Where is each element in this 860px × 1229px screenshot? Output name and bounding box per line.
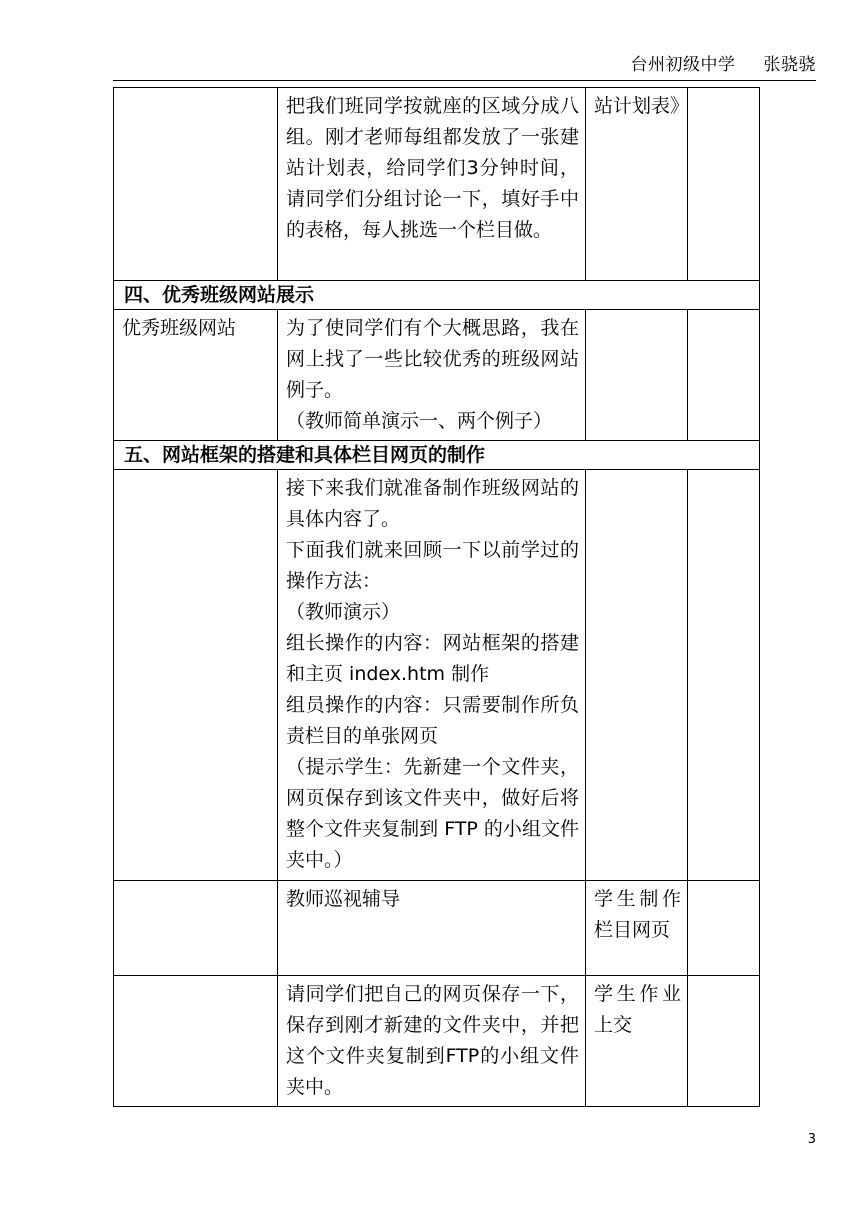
table-cell: 接下来我们就准备制作班级网站的具体内容了。 下面我们就来回顾一下以前学过的操作方法： （教师演示） 组长操作的内容：网站框架的搭建和主页 index.htm 制作 组员操作的内容：只需要制作所负责栏目的单张网页 （提示学生：先新建一个文件夹，网页保存到该文件夹中，做好后将整个文件夹复制到 FTP 的小组文件夹中。） [278,470,586,881]
table-cell [114,88,278,281]
table-row [114,310,760,441]
header-author: 张骁骁 [763,55,816,75]
page-header [631,50,817,75]
table-row [114,881,760,976]
header-rule [113,80,816,81]
section-row [114,441,760,470]
table-cell: 站计划表》 [586,88,688,281]
table-cell [688,976,760,1107]
table-cell [688,310,760,441]
table-cell [688,470,760,881]
table-cell: 优秀班级网站 [114,310,278,441]
section-heading: 五、网站框架的搭建和具体栏目网页的制作 [114,441,760,470]
lesson-plan-table [113,87,760,1107]
section-heading: 四、优秀班级网站展示 [114,281,760,310]
table-row [114,88,760,281]
table-cell [114,976,278,1107]
table-cell [586,310,688,441]
page-number: 3 [807,1132,816,1147]
table-cell [688,88,760,281]
table-row [114,976,760,1107]
table-cell: 学生作业上交 [586,976,688,1107]
table-cell [114,881,278,976]
table-cell [688,881,760,976]
table-cell [586,470,688,881]
table-cell: 把我们班同学按就座的区域分成八组。刚才老师每组都发放了一张建站计划表，给同学们3分钟时间，请同学们分组讨论一下，填好手中的表格，每人挑选一个栏目做。 [278,88,586,281]
table-cell: 为了使同学们有个大概思路，我在网上找了一些比较优秀的班级网站例子。 （教师简单演示一、两个例子） [278,310,586,441]
table-cell: 学生制作栏目网页 [586,881,688,976]
table-cell: 教师巡视辅导 [278,881,586,976]
table-cell [114,470,278,881]
section-row [114,281,760,310]
table-cell: 请同学们把自己的网页保存一下，保存到刚才新建的文件夹中，并把这个文件夹复制到FTP的小组文件夹中。 [278,976,586,1107]
table-row [114,470,760,881]
header-school: 台州初级中学 [630,55,736,75]
